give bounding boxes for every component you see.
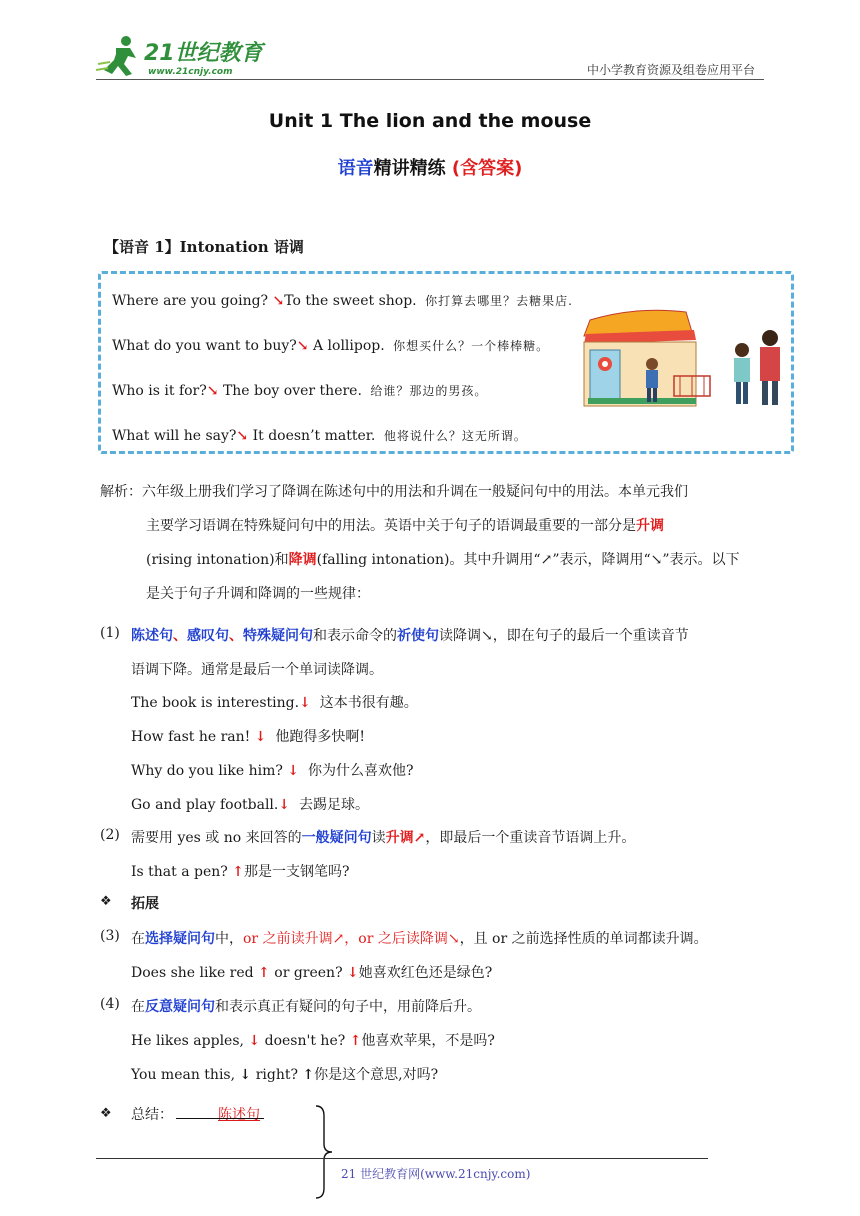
dialog-question: Where are you going? (112, 293, 269, 309)
keyword-rising: 升调 (636, 518, 664, 534)
separator: 、 (173, 628, 187, 644)
dialog-line (112, 337, 549, 354)
example-sentence (131, 794, 369, 814)
dialog-answer: To the sweet shop. (284, 293, 417, 309)
keyword-yes-no-question: 一般疑问句 (301, 830, 372, 846)
keyword-alternative-question: 选择疑问句 (145, 931, 215, 947)
example-sentence (131, 1064, 438, 1084)
dialog-question: Who is it for? (112, 383, 207, 399)
dialog-question: What do you want to buy? (112, 338, 297, 354)
dialog-question: What will he say? (112, 428, 237, 444)
rule-highlight: or 之前读升调↗，or 之后读降调↘ (243, 931, 460, 947)
example-en: How fast he ran! (131, 729, 251, 745)
subtitle-part2: 精讲精练 (373, 158, 446, 179)
rule-text: 需要用 yes 或 no 来回答的 (131, 830, 302, 846)
up-arrow-icon: ↑ (232, 864, 244, 880)
example-cn: 他喜欢苹果，不是吗? (361, 1033, 495, 1049)
summary-answer: 陈述句 (218, 1107, 260, 1123)
rule-number: (4) (100, 996, 120, 1012)
down-arrow-icon: ↓ (254, 729, 267, 745)
example-sentence (131, 726, 365, 746)
example-en: Why do you like him? (131, 763, 283, 779)
down-arrow-icon: ↓ (287, 763, 300, 779)
falling-arrow-icon: ↘ (272, 293, 285, 309)
example-sentence (131, 962, 492, 982)
falling-arrow-icon: ↘ (296, 338, 309, 354)
section-heading: 【语音 1】Intonation 语调 (104, 238, 304, 256)
down-arrow-icon: ↓ (248, 1033, 261, 1049)
logo-url: www.21cnjy.com (148, 67, 233, 77)
dialog-line (112, 292, 573, 309)
logo-text: 21世纪教育 (144, 41, 263, 66)
keyword-imperative: 祈使句 (397, 628, 439, 644)
rule-text: 在 (131, 999, 145, 1015)
rule2-line (131, 827, 635, 847)
analysis-text: 主要学习语调在特殊疑问句中的用法。英语中关于句子的语调最重要的一部分是 (146, 518, 636, 534)
dialog-translation: 给谁？那边的男孩。 (370, 384, 488, 398)
dialog-answer: It doesn’t matter. (252, 428, 376, 444)
example-en: Go and play football. (131, 797, 279, 813)
dialog-line (112, 382, 487, 399)
summary-label: 总结： (131, 1107, 173, 1123)
rule-number: (2) (100, 827, 120, 843)
page-title: Unit 1 The lion and the mouse (268, 110, 592, 132)
sweet-shop-illustration (576, 306, 788, 410)
rule-number: (1) (100, 625, 120, 641)
dialog-line (112, 427, 527, 444)
keyword-tag-question: 反意疑问句 (145, 999, 215, 1015)
keyword-falling: 降调 (288, 552, 317, 568)
rule-text: 读 (371, 830, 386, 846)
dialog-translation: 你打算去哪里？去糖果店. (425, 294, 573, 308)
dialog-answer: The boy over there. (222, 383, 362, 399)
answer-blank-line (176, 1118, 264, 1119)
example-cn: 这本书很有趣。 (319, 695, 418, 711)
down-arrow-icon: ↓ (278, 797, 291, 813)
analysis-line-1: 解析：六年级上册我们学习了降调在陈述句中的用法和升调在一般疑问句中的用法。本单元我们 (100, 484, 688, 500)
page-subtitle (0, 154, 860, 180)
down-arrow-icon: ↓ (239, 1067, 252, 1083)
footer-divider (96, 1158, 708, 1159)
example-sentence (131, 861, 350, 881)
rule-number: (3) (100, 928, 120, 944)
example-cn: 他跑得多快啊! (275, 729, 366, 745)
up-arrow-icon: ↑ (258, 965, 270, 981)
down-arrow-icon: ↓ (347, 965, 359, 981)
example-sentence (131, 692, 418, 712)
rule-text: 和表示命令的 (313, 628, 397, 644)
down-arrow-icon: ↓ (299, 695, 311, 711)
keyword-exclamation: 感叹句 (187, 628, 229, 644)
example-cn: 那是一支钢笔吗? (243, 864, 350, 880)
keyword-rising: 升调↗ (385, 830, 426, 846)
rule1-line-1 (131, 625, 689, 645)
example-en: He likes apples, (131, 1033, 244, 1049)
example-en: The book is interesting. (131, 695, 300, 711)
example-cn: 你为什么喜欢他? (307, 763, 414, 779)
rule-text: ，即最后一个重读音节语调上升。 (425, 830, 636, 846)
curly-brace-icon (310, 1104, 336, 1200)
keyword-statement: 陈述句 (131, 628, 173, 644)
example-cn: 你是这个意思,对吗? (314, 1067, 439, 1083)
up-arrow-icon: ↑ (302, 1067, 315, 1083)
analysis-line-4: 是关于句子升调和降调的一些规律： (146, 586, 370, 602)
footer-text: 21 世纪教育网(www.21cnjy.com) (341, 1167, 531, 1181)
rule1-line-2: 语调下降。通常是最后一个单词读降调。 (131, 662, 383, 678)
rule-text: ，且 or 之前选择性质的单词都读升调。 (459, 931, 708, 947)
falling-arrow-icon: ↘ (236, 428, 249, 444)
example-en: You mean this, (131, 1067, 236, 1083)
example-sentence (131, 1030, 495, 1050)
rule4-line (131, 996, 481, 1016)
subtitle-part3: (含答案) (451, 158, 523, 179)
example-en: or green? (274, 965, 343, 981)
example-cn: 去踢足球。 (299, 797, 370, 813)
extension-label: 拓展 (131, 896, 159, 912)
example-cn: 她喜欢红色还是绿色? (358, 965, 493, 981)
example-en: Does she like red (131, 965, 254, 981)
header-divider (96, 79, 764, 80)
up-arrow-icon: ↑ (349, 1033, 362, 1049)
rule-text: 在 (131, 931, 145, 947)
example-en: right? (255, 1067, 298, 1083)
example-sentence (131, 760, 413, 780)
analysis-text: (falling intonation)。其中升调用“↗”表示，降调用“↘”表示。以下 (316, 552, 740, 568)
site-logo (96, 34, 266, 80)
analysis-line-2 (146, 515, 664, 535)
analysis-line-3 (146, 549, 740, 569)
dialog-translation: 你想买什么？一个棒棒糖。 (393, 339, 550, 353)
subtitle-part1: 语音 (337, 158, 374, 179)
runner-icon (96, 36, 136, 76)
example-en: Is that a pen? (131, 864, 228, 880)
analysis-text: (rising intonation)和 (146, 552, 289, 568)
separator: 、 (229, 628, 243, 644)
rule3-line (131, 928, 708, 948)
dialog-translation: 他将说什么？这无所谓。 (383, 429, 527, 443)
diamond-bullet-icon: ❖ (100, 1106, 112, 1121)
rule-text: 和表示真正有疑问的句子中，用前降后升。 (215, 999, 481, 1015)
diamond-bullet-icon: ❖ (100, 894, 112, 909)
rule-text: 读降调↘，即在句子的最后一个重读音节 (439, 628, 689, 644)
dialog-answer: A lollipop. (312, 338, 385, 354)
platform-name: 中小学教育资源及组卷应用平台 (586, 63, 755, 77)
keyword-wh-question: 特殊疑问句 (243, 628, 313, 644)
rule-text: 中， (215, 931, 243, 947)
falling-arrow-icon: ↘ (206, 383, 219, 399)
example-en: doesn't he? (264, 1033, 346, 1049)
